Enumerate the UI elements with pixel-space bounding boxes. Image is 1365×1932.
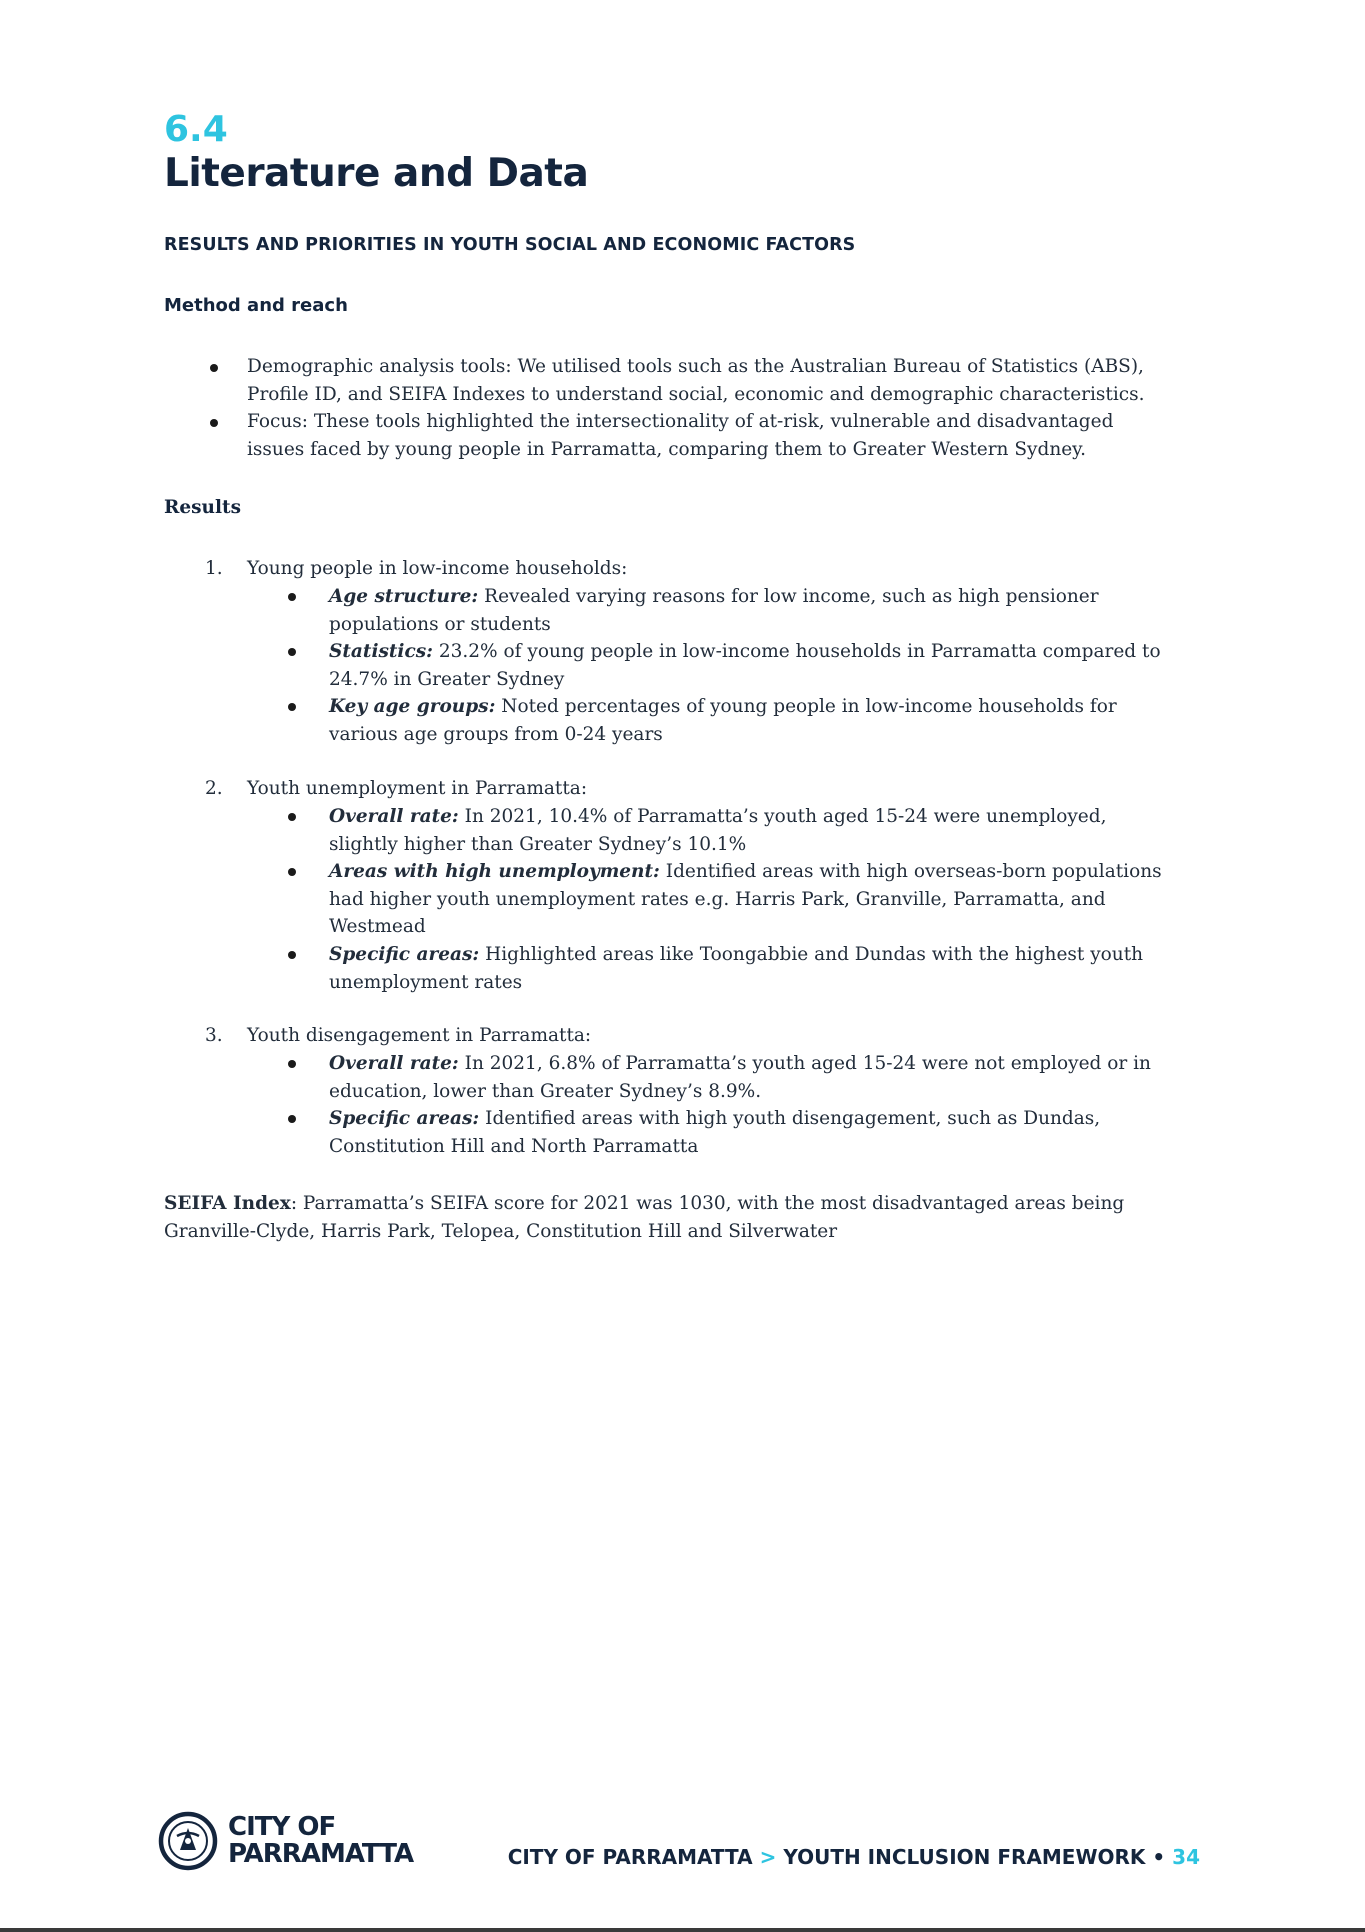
list-item: Focus: These tools highlighted the intersectionality of at-risk, vulnerable and disadvantaged issues faced by young people in Parramatta, comparing them to Greater Western Sydney. bbox=[247, 411, 1114, 460]
section-heading: RESULTS AND PRIORITIES IN YOUTH SOCIAL AND ECONOMIC FACTORS bbox=[164, 235, 856, 255]
list-item: Specific areas: Identified areas with high youth disengagement, such as Dundas, Constitution Hill and North Parramatta bbox=[329, 1108, 1101, 1157]
list-number: 3. bbox=[205, 1025, 223, 1046]
city-of-parramatta-logo bbox=[158, 1810, 418, 1880]
list-number: 1. bbox=[205, 558, 223, 579]
bullet-icon bbox=[288, 648, 296, 656]
bullet-icon bbox=[288, 1060, 296, 1068]
list-item: Key age groups: Noted percentages of young people in low-income households for various age groups from 0-24 years bbox=[329, 696, 1117, 745]
list-item: Specific areas: Highlighted areas like Toongabbie and Dundas with the highest youth unemployment rates bbox=[329, 944, 1144, 993]
page-title: Literature and Data bbox=[164, 151, 589, 196]
bullet-icon bbox=[288, 703, 296, 711]
logo-line2: PARRAMATTA bbox=[228, 1839, 414, 1869]
list-item: Age structure: Revealed varying reasons for low income, such as high pensioner populations or students bbox=[329, 586, 1099, 635]
list-item: Areas with high unemployment: Identified areas with high overseas-born populations had higher youth unemployment rates e.g. Harris Park, Granville, Parramatta, and Westmead bbox=[329, 861, 1162, 937]
results-heading: Results bbox=[164, 497, 241, 518]
list-item: Overall rate: In 2021, 10.4% of Parramatta’s youth aged 15-24 were unemployed, slightly higher than Greater Sydney’s 10.1% bbox=[329, 806, 1107, 855]
bullet-icon bbox=[210, 364, 218, 372]
page-number: 34 bbox=[1172, 1845, 1200, 1869]
bullet-icon bbox=[288, 813, 296, 821]
logo-line1: CITY OF bbox=[228, 1812, 336, 1842]
method-heading: Method and reach bbox=[164, 295, 348, 316]
bullet-icon bbox=[288, 951, 296, 959]
bullet-icon bbox=[210, 419, 218, 427]
seifa-paragraph: SEIFA Index: Parramatta’s SEIFA score for 2021 was 1030, with the most disadvantaged areas being Granville-Clyde, Harris Park, Telopea, Constitution Hill and Silverwater bbox=[164, 1193, 1125, 1242]
list-item: Overall rate: In 2021, 6.8% of Parramatta’s youth aged 15-24 were not employed or in education, lower than Greater Sydney’s 8.9%. bbox=[329, 1053, 1151, 1102]
list-number: 2. bbox=[205, 778, 223, 799]
bullet-icon bbox=[288, 593, 296, 601]
list-item-label: Young people in low-income households: bbox=[247, 558, 628, 579]
footer-running-title: CITY OF PARRAMATTA > YOUTH INCLUSION FRAMEWORK • 34 bbox=[507, 1845, 1200, 1869]
list-item: Demographic analysis tools: We utilised tools such as the Australian Bureau of Statistics (ABS), Profile ID, and SEIFA Indexes to understand social, economic and demographic characteristics. bbox=[247, 356, 1145, 405]
bullet-icon bbox=[288, 868, 296, 876]
page-edge-divider bbox=[0, 1928, 1365, 1932]
list-item-label: Youth disengagement in Parramatta: bbox=[247, 1025, 592, 1046]
list-item-label: Youth unemployment in Parramatta: bbox=[247, 778, 588, 799]
parramatta-seal-icon bbox=[158, 1810, 218, 1872]
bullet-icon bbox=[288, 1115, 296, 1123]
section-number: 6.4 bbox=[164, 109, 228, 150]
list-item: Statistics: 23.2% of young people in low-income households in Parramatta compared to 24.7% in Greater Sydney bbox=[329, 641, 1161, 690]
